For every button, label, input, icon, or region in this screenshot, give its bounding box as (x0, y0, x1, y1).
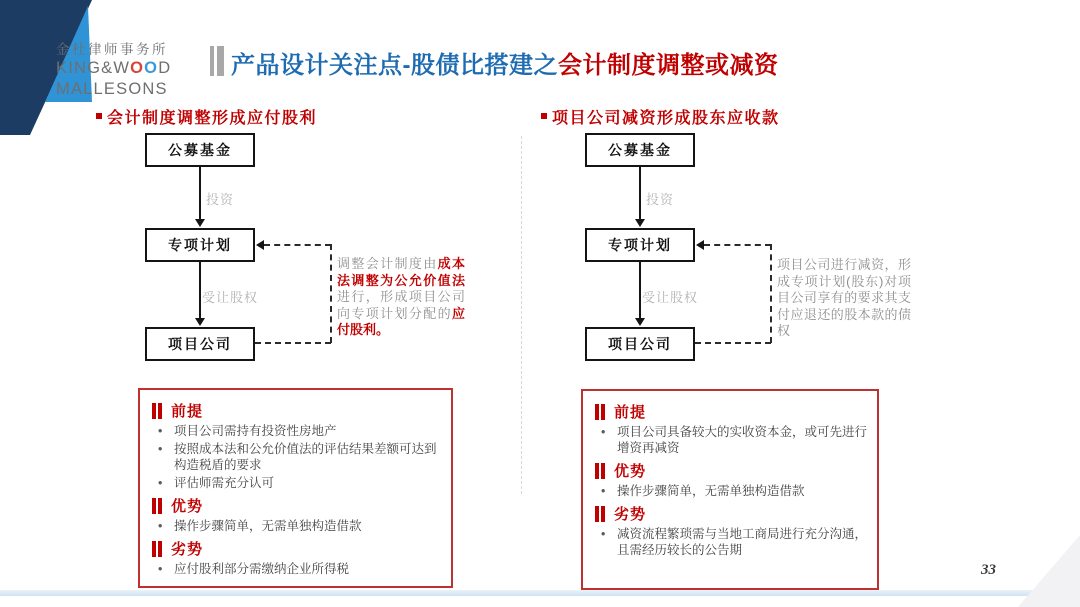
advantage-list (593, 483, 867, 499)
dashed-connector (264, 244, 331, 246)
advantage-list (150, 518, 441, 534)
double-bar-icon (595, 404, 605, 420)
left-header-bullet-icon (96, 113, 102, 119)
list-item: • 减资流程繁琐需与当地工商局进行充分沟通，且需经历较长的公告期 (593, 526, 867, 558)
right-section-header: 项目公司减资形成股东应收款 (552, 110, 780, 127)
logo-en-line1: KING&WOOD (56, 59, 172, 78)
left-summary-panel (138, 388, 453, 588)
arrow-down-icon (635, 219, 645, 227)
dashed-connector (695, 342, 771, 344)
dashed-connector (770, 244, 772, 343)
edge-label-equity-transfer: 受让股权 (642, 290, 699, 305)
page-title (231, 45, 779, 80)
right-header-bullet-icon (541, 113, 547, 119)
logo-red-o: O (130, 59, 145, 78)
title-bar-icon (210, 46, 224, 76)
flow-node-special-plan: 专项计划 (585, 228, 695, 262)
panel-heading-advantage: 优势 (152, 495, 441, 516)
double-bar-icon (595, 463, 605, 479)
double-bar-icon (152, 498, 162, 514)
arrow-down-icon (635, 318, 645, 326)
list-item: • 项目公司需持有投资性房地产 (150, 423, 441, 439)
arrow-line (639, 167, 641, 219)
list-item: • 项目公司具备较大的实收资本金，或可先进行增资再减资 (593, 424, 867, 456)
disadvantage-list (150, 561, 441, 577)
left-flow-annotation: 调整会计制度由成本法调整为公允价值法进行，形成项目公司向专项计划分配的应付股利。 (337, 256, 465, 337)
edge-label-invest: 投资 (206, 192, 235, 207)
edge-label-equity-transfer: 受让股权 (202, 290, 259, 305)
flow-node-public-fund: 公募基金 (145, 133, 255, 167)
list-item: • 应付股利部分需缴纳企业所得税 (150, 561, 441, 577)
panel-heading-advantage: 优势 (595, 460, 867, 481)
double-bar-icon (595, 506, 605, 522)
left-section-header: 会计制度调整形成应付股利 (107, 110, 318, 127)
disadvantage-list (593, 526, 867, 558)
logo-en-line2: MALLESONS (56, 79, 168, 98)
arrow-down-icon (195, 318, 205, 326)
edge-label-invest: 投资 (646, 192, 675, 207)
list-item: • 操作步骤简单，无需单独构造借款 (150, 518, 441, 534)
flow-node-public-fund: 公募基金 (585, 133, 695, 167)
premise-list (593, 424, 867, 456)
page-number: 33 (981, 562, 996, 578)
dashed-connector (255, 342, 331, 344)
dashed-connector (330, 244, 332, 343)
arrow-left-icon (696, 240, 704, 250)
panel-heading-premise: 前提 (152, 400, 441, 421)
double-bar-icon (152, 403, 162, 419)
flow-node-project-company: 项目公司 (145, 327, 255, 361)
panel-heading-disadvantage: 劣势 (152, 538, 441, 559)
arrow-down-icon (195, 219, 205, 227)
arrow-line (199, 262, 201, 318)
arrow-left-icon (256, 240, 264, 250)
corner-decoration (1018, 535, 1080, 607)
dashed-connector (704, 244, 771, 246)
double-bar-icon (152, 541, 162, 557)
bottom-accent-bar (0, 590, 1080, 596)
kwm-logo (56, 42, 171, 98)
flow-node-special-plan: 专项计划 (145, 228, 255, 262)
list-item: • 操作步骤简单，无需单独构造借款 (593, 483, 867, 499)
right-summary-panel (581, 389, 879, 590)
column-divider (521, 136, 522, 494)
title-prefix: 产品设计关注点-股债比搭建之 (231, 52, 558, 79)
logo-blue-o: O (144, 59, 159, 78)
right-flow-annotation: 项目公司进行减资，形成专项计划(股东)对项目公司享有的要求其支付应退还的股本款的债权 (777, 257, 911, 338)
flow-node-project-company: 项目公司 (585, 327, 695, 361)
list-item: • 评估师需充分认可 (150, 475, 441, 491)
premise-list (150, 423, 441, 491)
panel-heading-disadvantage: 劣势 (595, 503, 867, 524)
title-highlight: 会计制度调整或减资 (558, 52, 779, 79)
arrow-line (639, 262, 641, 318)
logo-cn-name: 金杜律师事务所 (56, 42, 168, 57)
list-item: • 按照成本法和公允价值法的评估结果差额可达到构造税盾的要求 (150, 441, 441, 473)
panel-heading-premise: 前提 (595, 401, 867, 422)
arrow-line (199, 167, 201, 219)
